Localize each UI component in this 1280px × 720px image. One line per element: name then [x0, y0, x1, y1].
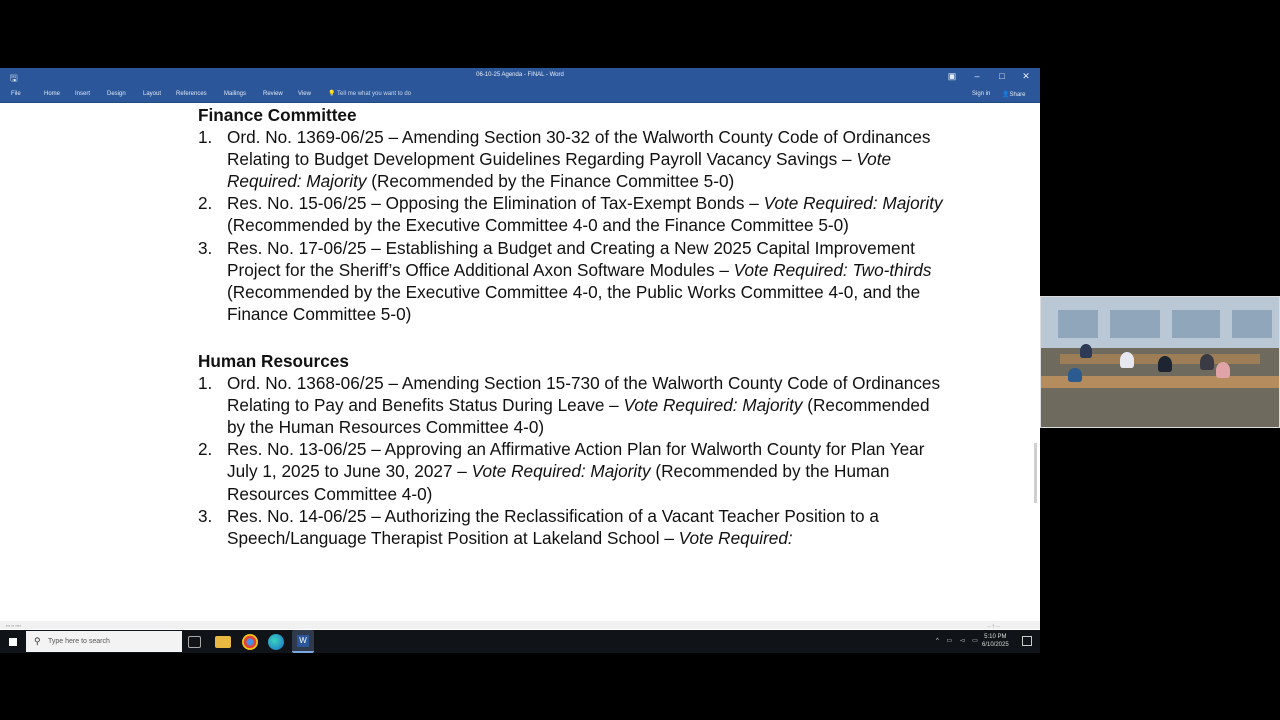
vertical-scrollbar-thumb[interactable] [1034, 443, 1037, 503]
item-recommendation: (Recommended by the Finance Committee 5-0) [366, 171, 735, 192]
sign-in-link[interactable]: Sign in [972, 91, 991, 97]
item-vote: Vote Required: [678, 527, 793, 548]
item-number: 1. [198, 127, 213, 148]
list-item [198, 438, 948, 504]
save-icon[interactable]: 🖫 [10, 73, 18, 83]
clock[interactable] [982, 633, 1009, 649]
start-button[interactable] [0, 630, 26, 653]
paragraph-gap [198, 325, 948, 347]
item-recommendation: (Recommended by the Human Resources Committee 4-0) [227, 395, 930, 438]
share-label: Share [1009, 92, 1026, 98]
tab-review[interactable]: Review [263, 91, 283, 97]
chrome-icon[interactable] [242, 634, 258, 650]
lightbulb-icon: 💡 [328, 91, 336, 97]
task-view-icon[interactable] [188, 636, 201, 648]
list-item [198, 192, 948, 236]
window-title: 06-10-25 Agenda - FINAL - Word [476, 72, 564, 78]
list-item [198, 505, 948, 549]
item-number: 3. [198, 505, 213, 526]
clock-date: 6/10/2025 [982, 642, 1009, 648]
search-placeholder: Type here to search [48, 638, 110, 645]
ribbon-tabs [0, 86, 1040, 103]
word-icon: W [297, 635, 309, 647]
item-number: 3. [198, 237, 213, 258]
item-text: Res. No. 15-06/25 – Opposing the Elimination of Tax-Exempt Bonds – [227, 193, 764, 214]
tab-layout[interactable]: Layout [143, 91, 162, 97]
file-explorer-icon[interactable] [215, 636, 231, 648]
search-icon: ⚲ [34, 636, 41, 646]
remote-desktop-screen [0, 68, 1040, 653]
status-bar [0, 621, 1040, 629]
document-canvas[interactable] [0, 103, 1040, 621]
tell-me-box[interactable] [328, 90, 411, 97]
item-vote: Vote Required: Majority [763, 193, 943, 214]
section-heading: Human Resources [198, 350, 349, 371]
item-recommendation: (Recommended by the Executive Committee 4-0, the Public Works Committee 4-0, and the Finance Committee 5-0) [227, 281, 921, 324]
item-text: Ord. No. 1369-06/25 – Amending Section 30-32 of the Walworth County Code of Ordinances Relating to Budget Development Guidelines Regarding Payroll Vacancy Savings – [227, 127, 931, 170]
video-feed-thumbnail [1040, 296, 1280, 428]
item-text: Res. No. 17-06/25 – Establishing a Budget and Creating a New 2025 Capital Improvement Project for the Sheriff’s Office Additional Axon Software Modules – [227, 237, 915, 280]
item-text: Ord. No. 1368-06/25 – Amending Section 15-730 of the Walworth County Code of Ordinances Relating to Pay and Benefits Status During Leave – [227, 373, 941, 416]
tab-insert[interactable]: Insert [75, 91, 91, 97]
word-title-bar [0, 68, 1040, 86]
video-frame [1040, 296, 1280, 428]
list-item [198, 126, 948, 192]
ribbon-display-options-icon[interactable]: ▣ [947, 71, 957, 81]
section-heading: Finance Committee [198, 105, 357, 125]
minimize-icon[interactable]: – [974, 71, 980, 81]
clock-time: 5:10 PM [984, 634, 1007, 640]
tab-file[interactable]: File [11, 91, 21, 97]
document-page[interactable] [198, 103, 948, 549]
edge-icon[interactable] [268, 634, 284, 650]
zoom-slider[interactable]: — ┼ — [986, 623, 1000, 628]
list-item [198, 237, 948, 325]
word-taskbar-button[interactable] [292, 630, 314, 653]
page-count-status: ▪▪▪ ▪▪ ▪▪▪▪ [6, 623, 21, 628]
tab-mailings[interactable]: Mailings [224, 91, 247, 97]
item-recommendation: (Recommended by the Executive Committee 4-0 and the Finance Committee 5-0) [227, 215, 849, 236]
item-vote: Vote Required: Majority [471, 461, 651, 482]
maximize-icon[interactable]: □ [999, 71, 1005, 81]
tell-me-text: Tell me what you want to do [337, 91, 412, 97]
notification-icon[interactable] [1022, 636, 1032, 646]
list-item [198, 372, 948, 438]
item-number: 2. [198, 439, 213, 460]
windows-taskbar [0, 630, 1040, 653]
item-recommendation: (Recommended by the Human Resources Committee 4-0) [227, 461, 890, 504]
item-number: 2. [198, 193, 213, 214]
tab-view[interactable]: View [298, 91, 311, 97]
tab-references[interactable]: References [176, 91, 207, 97]
section-finance-committee [198, 104, 948, 325]
share-button[interactable] [1002, 91, 1026, 98]
section-human-resources [198, 350, 948, 549]
system-tray [930, 630, 1040, 653]
item-vote: Vote Required: Two-thirds [733, 259, 932, 280]
item-text: Res. No. 13-06/25 – Approving an Affirmative Action Plan for Walworth County for Plan Year July 1, 2025 to June 30, 2027 – [227, 439, 925, 482]
windows-logo-icon [9, 638, 17, 646]
item-vote: Vote Required: Majority [623, 395, 803, 416]
taskbar-search-box[interactable] [26, 631, 182, 652]
tray-icons[interactable]: ^ ▭ ◅ ▭ [936, 638, 981, 644]
tab-design[interactable]: Design [107, 91, 126, 97]
item-number: 1. [198, 373, 213, 394]
item-text: Res. No. 14-06/25 – Authorizing the Reclassification of a Vacant Teacher Position to a Speech/Language Therapist Position at Lakeland School – [227, 505, 879, 548]
tab-home[interactable]: Home [44, 91, 61, 97]
item-vote: Vote Required: Majority [227, 149, 892, 192]
person-icon: 👤 [1002, 92, 1010, 98]
close-icon[interactable]: ✕ [1022, 71, 1030, 81]
